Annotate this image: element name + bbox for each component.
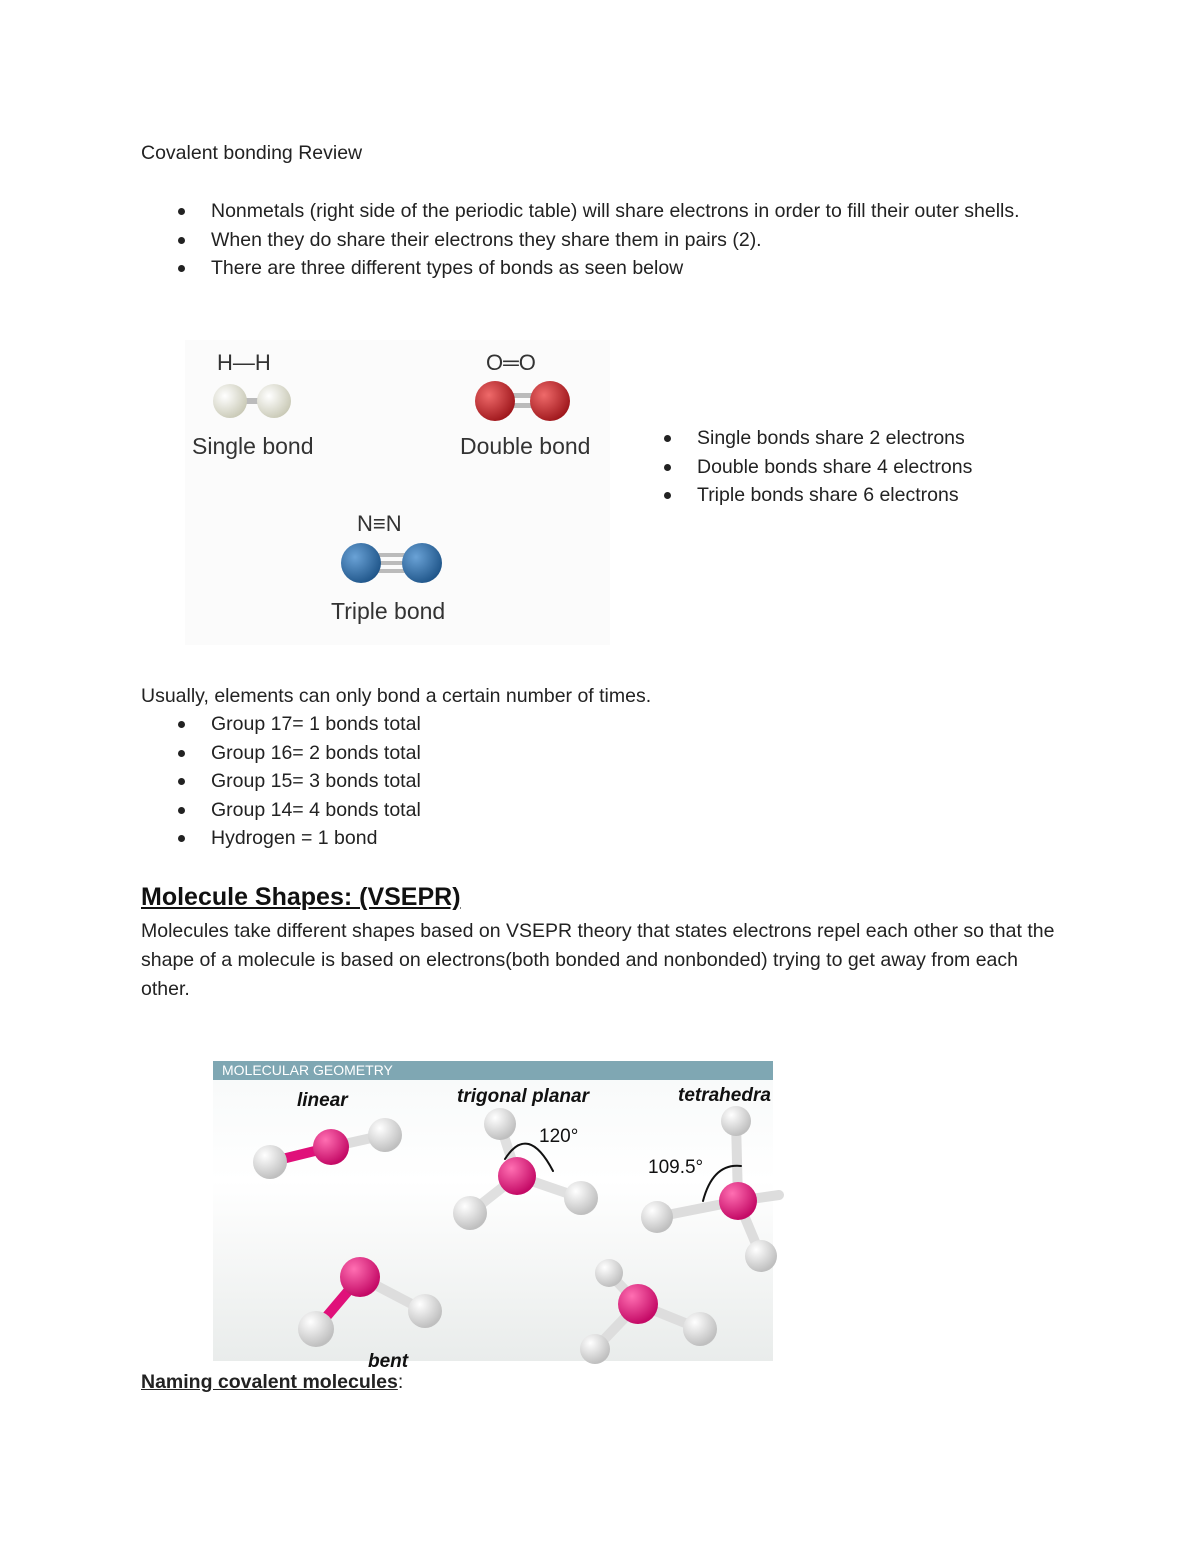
double-bond-formula: O═O — [486, 350, 536, 375]
list-item: Group 14= 4 bonds total — [141, 796, 421, 825]
double-bond-label: Double bond — [460, 433, 591, 459]
triple-bond-formula: N≡N — [357, 511, 402, 536]
linear-label: linear — [297, 1090, 348, 1111]
naming-label: Naming covalent molecules — [141, 1371, 398, 1393]
list-item: Group 16= 2 bonds total — [141, 739, 421, 768]
intro-bullet-list — [141, 197, 1061, 283]
list-item: Group 15= 3 bonds total — [141, 767, 421, 796]
list-item: Nonmetals (right side of the periodic table) will share electrons in order to fill their outer shells. — [141, 197, 1061, 226]
list-item: When they do share their electrons they share them in pairs (2). — [141, 226, 1061, 255]
list-item: There are three different types of bonds as seen below — [141, 254, 1061, 283]
vsepr-paragraph: Molecules take different shapes based on VSEPR theory that states electrons repel each other so that the shape of a molecule is based on electrons(both bonded and nonbonded) trying to get away from each other. — [141, 920, 1055, 1000]
bent-label: bent — [368, 1351, 409, 1372]
bond-types-bullet-list — [627, 424, 972, 510]
geometry-header: MOLECULAR GEOMETRY — [213, 1061, 773, 1080]
trigonal-planar-label: trigonal planar — [457, 1086, 589, 1107]
list-item: Triple bonds share 6 electrons — [627, 481, 972, 510]
angle-120-label: 120° — [539, 1126, 579, 1147]
list-item: Hydrogen = 1 bond — [141, 824, 421, 853]
list-item: Single bonds share 2 electrons — [627, 424, 972, 453]
list-item: Double bonds share 4 electrons — [627, 453, 972, 482]
single-bond-formula: H—H — [217, 350, 271, 375]
molecular-geometry-figure — [213, 1061, 773, 1372]
single-bond-label: Single bond — [192, 433, 314, 459]
list-item: Group 17= 1 bonds total — [141, 710, 421, 739]
angle-109-label: 109.5° — [648, 1157, 704, 1178]
hydrogen-molecule-icon — [207, 378, 297, 424]
bond-types-figure — [185, 340, 610, 645]
bonding-limit-intro: Usually, elements can only bond a certain number of times. — [141, 685, 652, 707]
naming-colon: : — [397, 1371, 404, 1393]
oxygen-molecule-icon — [470, 376, 575, 426]
triple-bond-label: Triple bond — [331, 598, 446, 624]
naming-heading — [141, 1368, 403, 1397]
document-title: Covalent bonding Review — [141, 142, 363, 164]
vsepr-heading: Molecule Shapes: (VSEPR) — [141, 883, 461, 911]
tetrahedral-label: tetrahedra — [678, 1085, 771, 1106]
group-bond-list — [141, 710, 421, 853]
nitrogen-molecule-icon — [337, 538, 447, 588]
